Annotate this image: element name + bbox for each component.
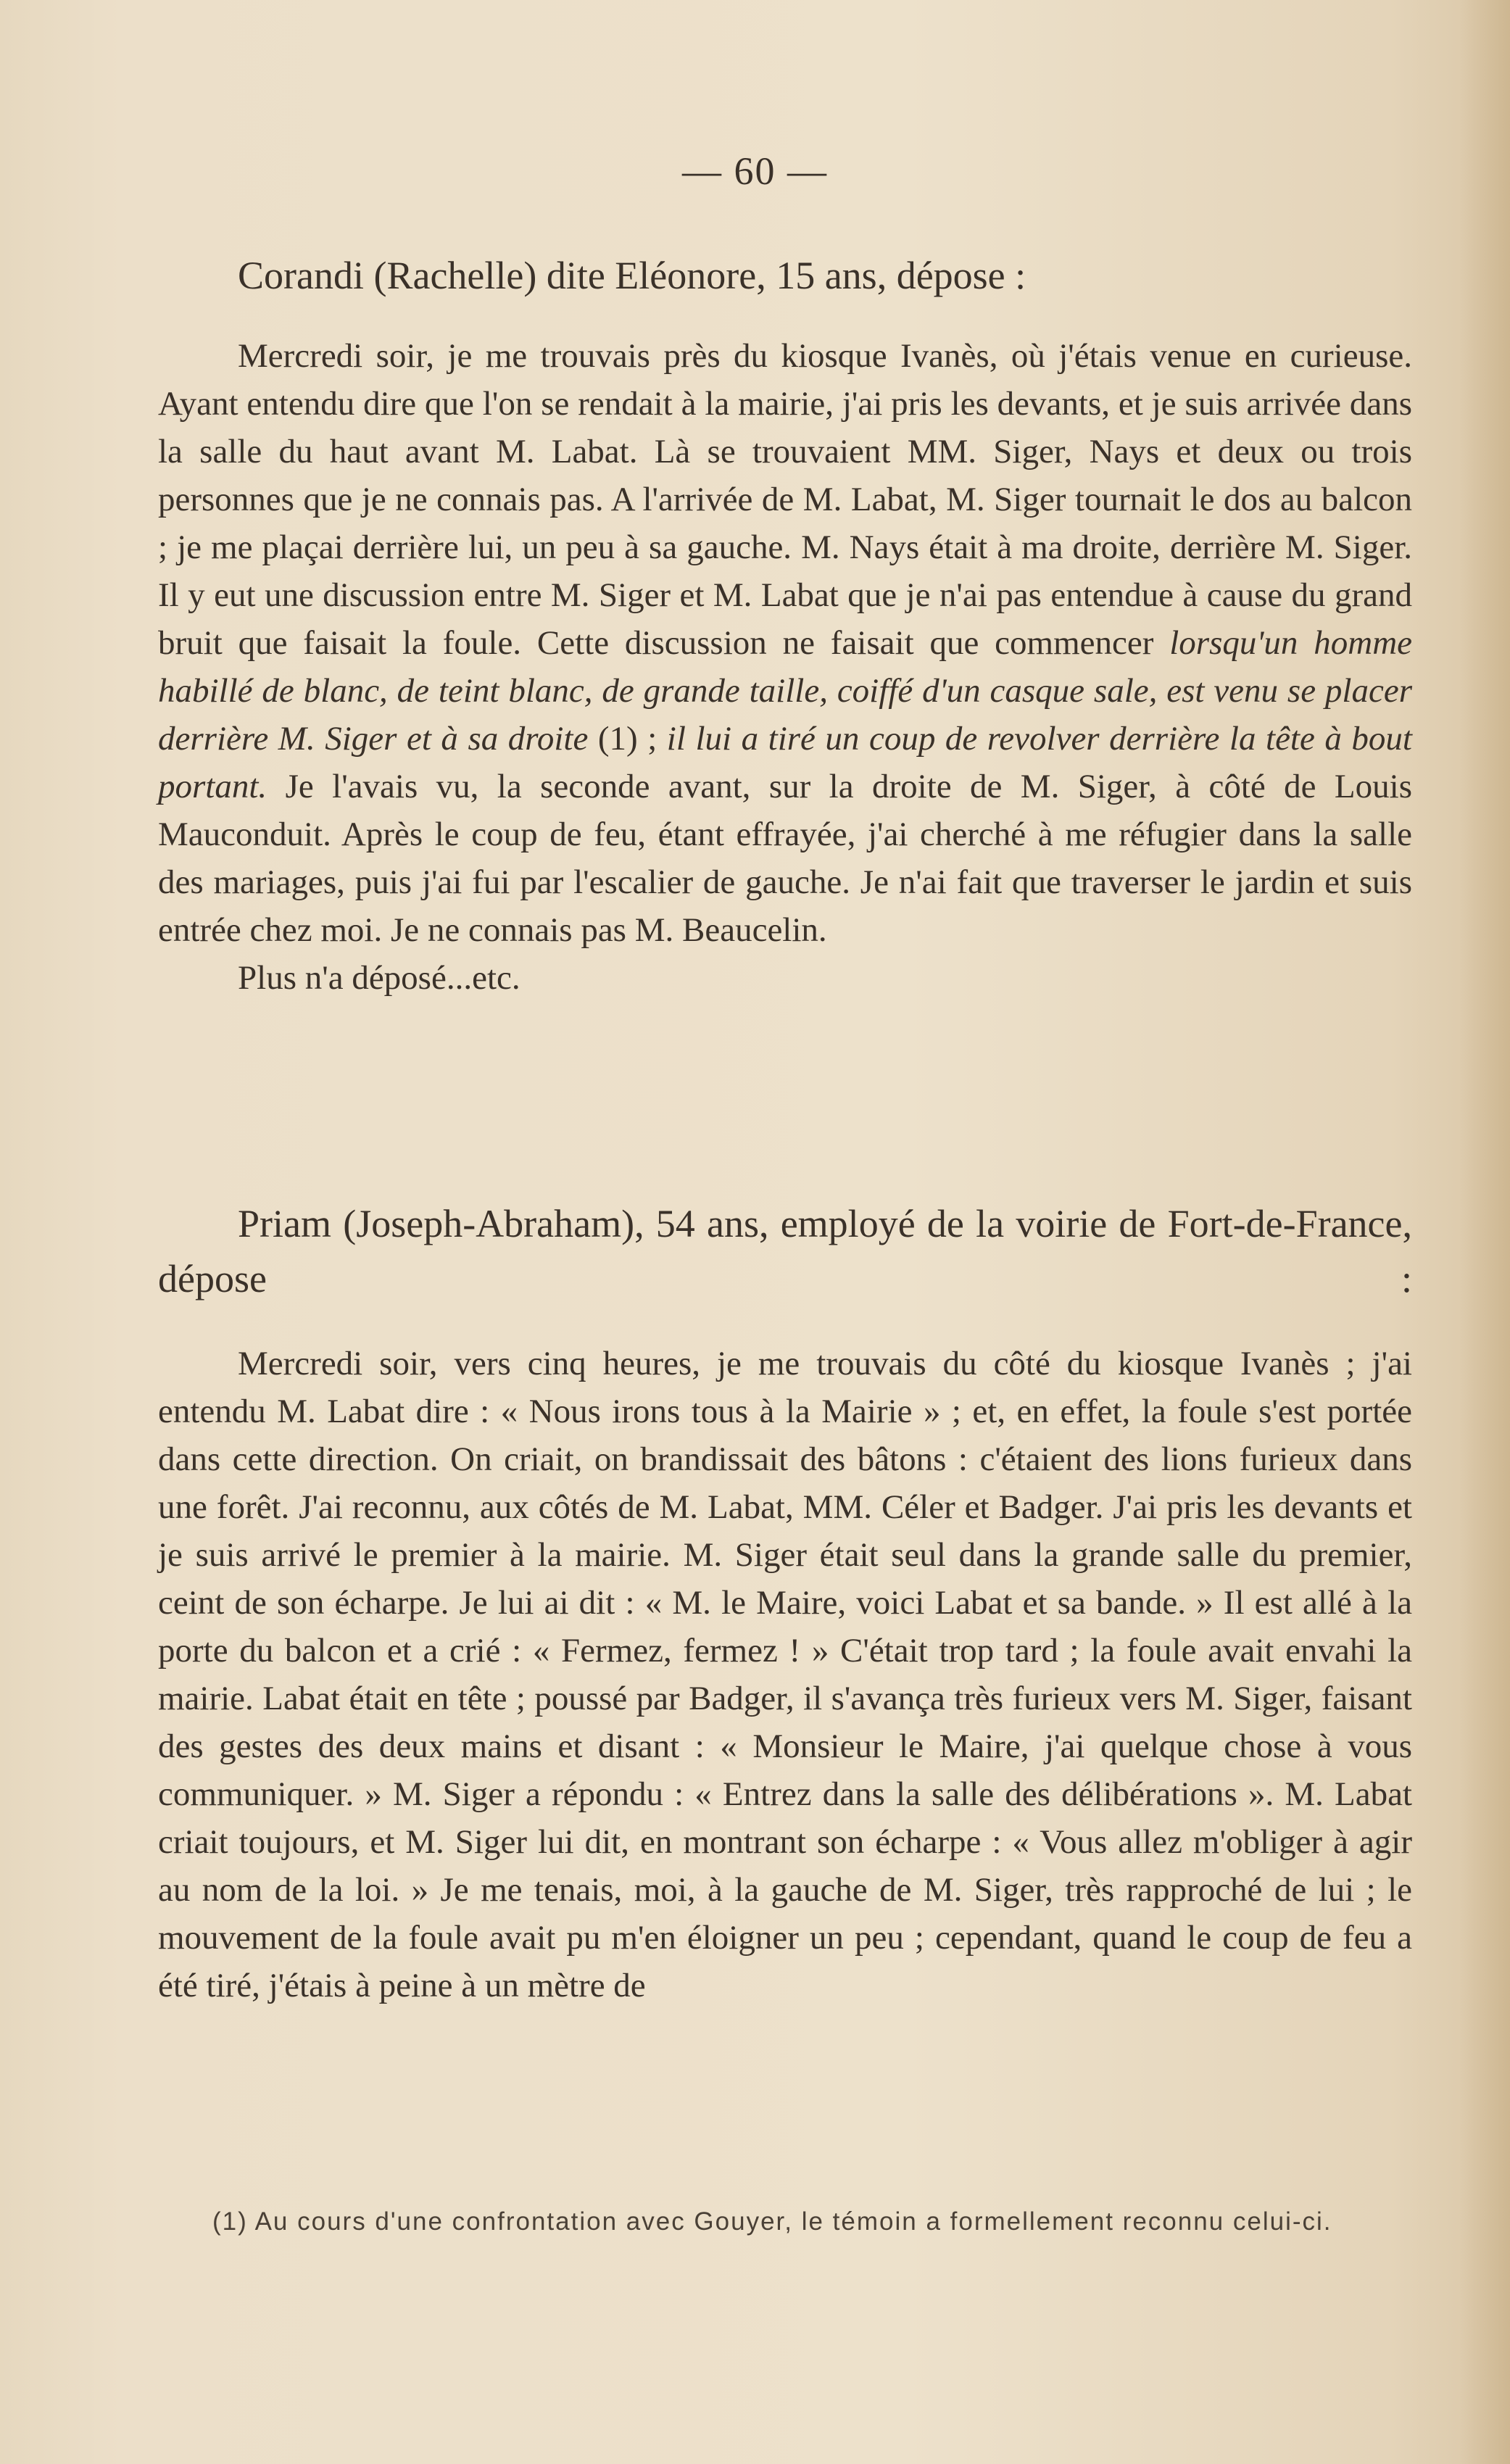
testimony1-italic-a: lorsqu'un homme habillé de blanc, de teint blanc, de grande taille, coiffé d'un casque sale, est venu se placer derrière M. Siger et à sa droite xyxy=(158,624,1413,758)
testimony2-heading: Priam (Joseph-Abraham), 54 ans, employé de la voirie de Fort-de-France, dépose : xyxy=(158,1202,1412,1301)
testimony1-text-b: Je l'avais vu, la seconde avant, sur la droite de M. Siger, à côté de Louis Mauconduit. Après le coup de feu, étant effrayée, j'ai cherché à me réfugier dans la salle des mariages, puis j'ai fui par l'escalier de gauche. Je n'ai fait que traverser le jardin et suis entrée chez moi. Je ne connais pas M. Beaucelin. xyxy=(158,768,1412,949)
testimony1-closing: Plus n'a déposé...etc. xyxy=(238,959,520,997)
testimony2-body xyxy=(158,1340,1412,2009)
testimony1-paragraph xyxy=(158,332,1412,954)
testimony1-body xyxy=(158,332,1412,1002)
testimony1-italic-b: il lui a tiré un coup de revolver derrière la tête à bout portant. xyxy=(158,720,1412,805)
page-number: — 60 — xyxy=(682,149,828,193)
page-edge-shadow xyxy=(1459,0,1510,2464)
testimony2-paragraph: Mercredi soir, vers cinq heures, je me trouvais du côté du kiosque Ivanès ; j'ai entendu M. Labat dire : « Nous irons tous à la Mairie » ; et, en effet, la foule s'est portée dans cette direction. On criait, on brandissait des bâtons : c'étaient des lions furieux dans une forêt. J'ai reconnu, aux côtés de M. Labat, MM. Céler et Badger. J'ai pris les devants et je suis arrivé le premier à la mairie. M. Siger était seul dans la grande salle du premier, ceint de son écharpe. Je lui ai dit : « M. le Maire, voici Labat et sa bande. » Il est allé à la porte du balcon et a crié : « Fermez, fermez ! » C'était trop tard ; la foule avait envahi la mairie. Labat était en tête ; poussé par Badger, il s'avança très furieux vers M. Siger, faisant des gestes des deux mains et disant : « Monsieur le Maire, j'ai quelque chose à vous communiquer. » M. Siger a répondu : « Entrez dans la salle des délibérations ». M. Labat criait toujours, et M. Siger lui dit, en montrant son écharpe : « Vous allez m'obliger à agir au nom de la loi. » Je me tenais, moi, à la gauche de M. Siger, très rapproché de lui ; le mouvement de la foule avait pu m'en éloigner un peu ; cependant, quand le coup de feu a été tiré, j'étais à peine à un mètre de xyxy=(158,1345,1412,2004)
footnote-ref: (1) ; xyxy=(588,720,667,758)
testimony1-heading: Corandi (Rachelle) dite Eléonore, 15 ans, dépose : xyxy=(238,254,1026,297)
testimony1-text-a: Mercredi soir, je me trouvais près du kiosque Ivanès, où j'étais venue en curieuse. Ayant entendu dire que l'on se rendait à la mairie, j'ai pris les devants, et je suis arrivée dans la salle du haut avant M. Labat. Là se trouvaient MM. Siger, Nays et deux ou trois personnes que je ne connais pas. A l'arrivée de M. Labat, M. Siger tournait le dos au balcon ; je me plaçai derrière lui, un peu à sa gauche. M. Nays était à ma droite, derrière M. Siger. Il y eut une discussion entre M. Siger et M. Labat que je n'ai pas entendue à cause du grand bruit que faisait la foule. Cette discussion ne faisait que commencer xyxy=(158,337,1412,662)
footnote: (1) Au cours d'une confrontation avec Gouyer, le témoin a formellement reconnu celui-ci. xyxy=(212,2207,1332,2236)
